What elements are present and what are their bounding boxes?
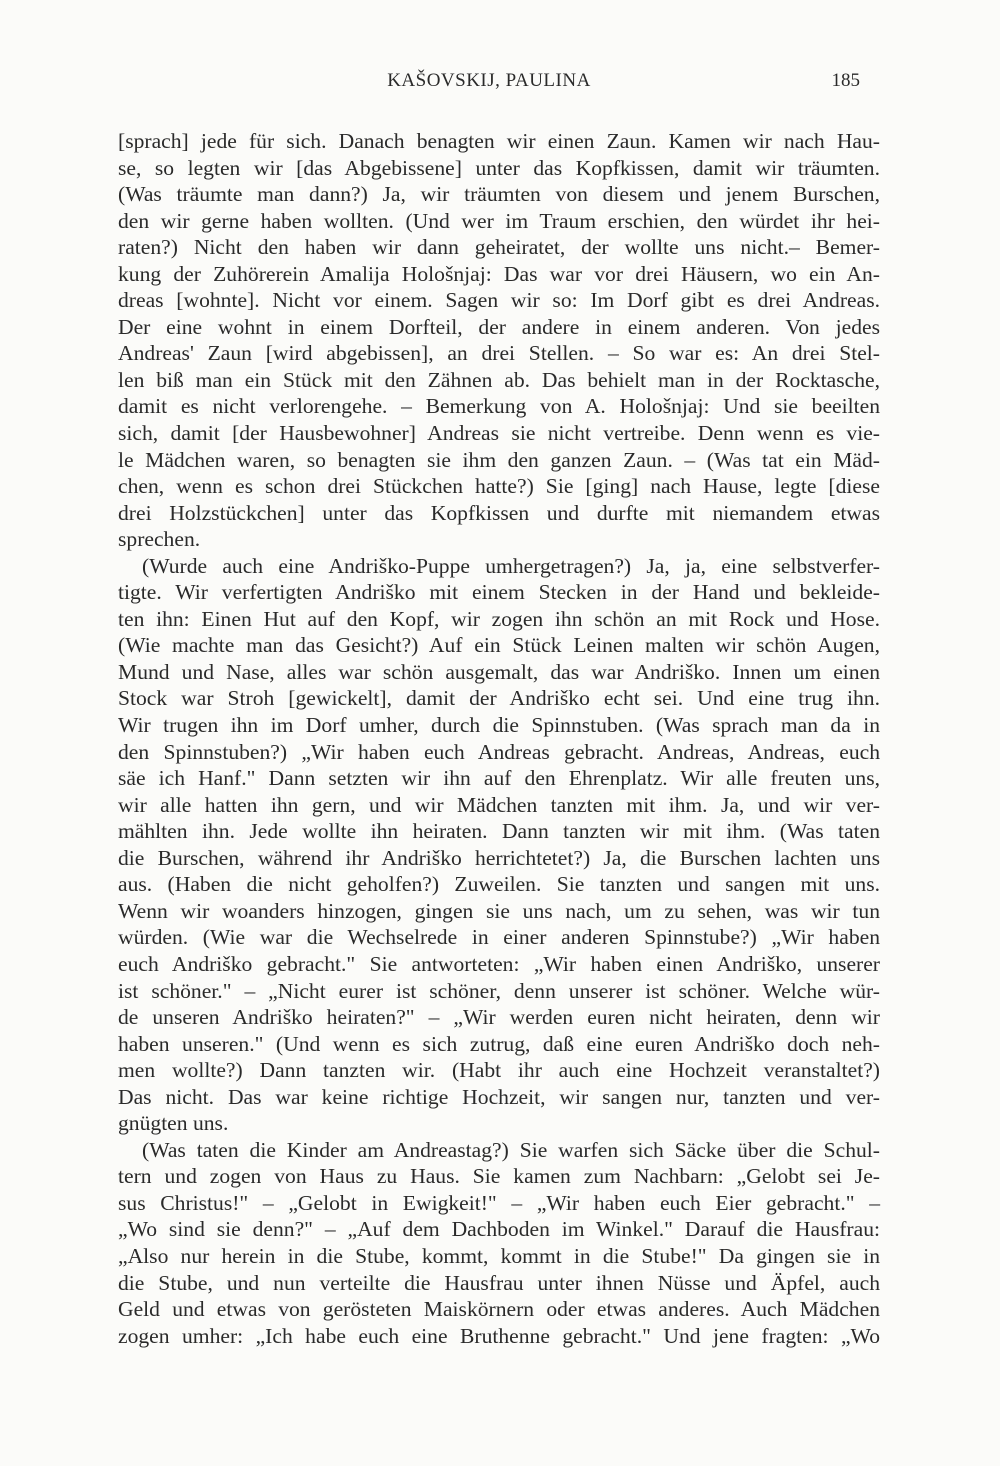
text-line: len biß man ein Stück mit den Zähnen ab. Das behielt man in der Rocktasche, bbox=[118, 367, 880, 392]
text-line: euch Andriško gebracht." Sie antworteten: „Wir haben einen Andriško, unserer bbox=[118, 951, 880, 976]
text-line: (Was taten die Kinder am Andreastag?) Sie warfen sich Säcke über die Schul- bbox=[142, 1137, 880, 1162]
body-text bbox=[118, 128, 880, 1349]
text-line: damit es nicht verlorengehe. – Bemerkung von A. Hološnjaj: Und sie beeilten bbox=[118, 394, 880, 419]
text-line: ist schöner." – „Nicht eurer ist schöner, denn unserer ist schöner. Welche wür- bbox=[118, 978, 880, 1003]
text-line: raten?) Nicht den haben wir dann geheiratet, der wollte uns nicht.– Bemer- bbox=[118, 235, 880, 260]
text-line: „Wo sind sie denn?" – „Auf dem Dachboden im Winkel." Darauf die Hausfrau: bbox=[118, 1217, 880, 1242]
text-line: dreas [wohnte]. Nicht vor einem. Sagen wir so: Im Dorf gibt es drei Andreas. bbox=[118, 288, 880, 313]
text-line: den wir gerne haben wollten. (Und wer im Traum erschien, den würdet ihr hei- bbox=[118, 208, 880, 233]
text-line: tern und zogen von Haus zu Haus. Sie kamen zum Nachbarn: „Gelobt sei Je- bbox=[118, 1164, 880, 1189]
text-line: sus Christus!" – „Gelobt in Ewigkeit!" – „Wir haben euch Eier gebracht." – bbox=[118, 1190, 880, 1215]
running-head bbox=[118, 68, 860, 98]
text-line: Mund und Nase, alles war schön ausgemalt, das war Andriško. Innen um einen bbox=[118, 659, 880, 684]
text-line: säe ich Hanf." Dann setzten wir ihn auf den Ehrenplatz. Wir alle freuten uns, bbox=[118, 766, 880, 791]
text-line: den Spinnstuben?) „Wir haben euch Andreas gebracht. Andreas, Andreas, euch bbox=[118, 739, 880, 764]
text-line: Wenn wir woanders hinzogen, gingen sie uns nach, um zu sehen, was wir tun bbox=[118, 898, 880, 923]
text-line: (Wurde auch eine Andriško-Puppe umhergetragen?) Ja, ja, eine selbstverfer- bbox=[142, 553, 880, 578]
text-line: drei Holzstückchen] unter das Kopfkissen und durfte mit niemandem etwas bbox=[118, 500, 880, 525]
text-line: Andreas' Zaun [wird abgebissen], an drei Stellen. – So war es: An drei Stel- bbox=[118, 341, 880, 366]
text-line: sich, damit [der Hausbewohner] Andreas sie nicht vertreibe. Denn wenn es vie- bbox=[118, 421, 880, 446]
text-line: [sprach] jede für sich. Danach benagten wir einen Zaun. Kamen wir nach Hau- bbox=[118, 129, 880, 153]
text-line: die Stube, und nun verteilte die Hausfrau unter ihnen Nüsse und Äpfel, auch bbox=[118, 1270, 880, 1295]
text-line: mählten ihn. Jede wollte ihn heiraten. Dann tanzten wir mit ihm. (Was taten bbox=[118, 819, 880, 844]
text-line: die Burschen, während ihr Andriško herrichtetet?) Ja, die Burschen lachten uns bbox=[118, 845, 880, 870]
page-number: 185 bbox=[831, 70, 860, 91]
text-line: Das nicht. Das war keine richtige Hochzeit, wir sangen nur, tanzten und ver- bbox=[118, 1084, 880, 1109]
text-line: (Wie machte man das Gesicht?) Auf ein Stück Leinen malten wir schön Augen, bbox=[118, 633, 880, 658]
text-line: würden. (Wie war die Wechselrede in einer anderen Spinnstube?) „Wir haben bbox=[118, 925, 880, 950]
text-line: haben unseren." (Und wenn es sich zutrug, daß eine euren Andriško doch neh- bbox=[118, 1031, 880, 1056]
text-line: le Mädchen waren, so benagten sie ihm den ganzen Zaun. – (Was tat ein Mäd- bbox=[118, 447, 880, 472]
text-line: „Also nur herein in die Stube, kommt, kommt in die Stube!" Da gingen sie in bbox=[118, 1243, 880, 1268]
text-line: sprechen. bbox=[118, 527, 201, 552]
text-line: Der eine wohnt in einem Dorfteil, der andere in einem anderen. Von jedes bbox=[118, 314, 880, 339]
text-line: Geld und etwas von gerösteten Maiskörnern oder etwas anderes. Auch Mädchen bbox=[118, 1297, 880, 1322]
text-line: se, so legten wir [das Abgebissene] unter das Kopfkissen, damit wir träumten. bbox=[118, 155, 880, 180]
text-line: aus. (Haben die nicht geholfen?) Zuweilen. Sie tanzten und sangen mit uns. bbox=[118, 872, 880, 897]
text-line: chen, wenn es schon drei Stückchen hatte?) Sie [ging] nach Hause, legte [diese bbox=[118, 474, 880, 499]
text-line: Wir trugen ihn im Dorf umher, durch die Spinnstuben. (Was sprach man da in bbox=[118, 713, 880, 738]
text-line: tigte. Wir verfertigten Andriško mit einem Stecken in der Hand und bekleide- bbox=[118, 580, 880, 605]
text-line: kung der Zuhörerein Amalija Hološnjaj: Das war vor drei Häusern, wo ein An- bbox=[118, 261, 880, 286]
running-title: KAŠOVSKIJ, PAULINA bbox=[387, 70, 591, 91]
text-line: Stock war Stroh [gewickelt], damit der Andriško echt sei. Und eine trug ihn. bbox=[118, 686, 880, 711]
text-line: zogen umher: „Ich habe euch eine Bruthenne gebracht." Und jene fragten: „Wo bbox=[118, 1323, 880, 1348]
text-line: de unseren Andriško heiraten?" – „Wir werden euren nicht heiraten, denn wir bbox=[118, 1005, 880, 1030]
text-line: men wollte?) Dann tanzten wir. (Habt ihr auch eine Hochzeit veranstaltet?) bbox=[118, 1058, 880, 1083]
text-line: wir alle hatten ihn gern, und wir Mädchen tanzten mit ihm. Ja, und wir ver- bbox=[118, 792, 880, 817]
text-line: ten ihn: Einen Hut auf den Kopf, wir zogen ihn schön an mit Rock und Hose. bbox=[118, 606, 880, 631]
text-line: (Was träumte man dann?) Ja, wir träumten von diesem und jenem Burschen, bbox=[118, 182, 880, 207]
text-line: gnügten uns. bbox=[118, 1111, 229, 1136]
